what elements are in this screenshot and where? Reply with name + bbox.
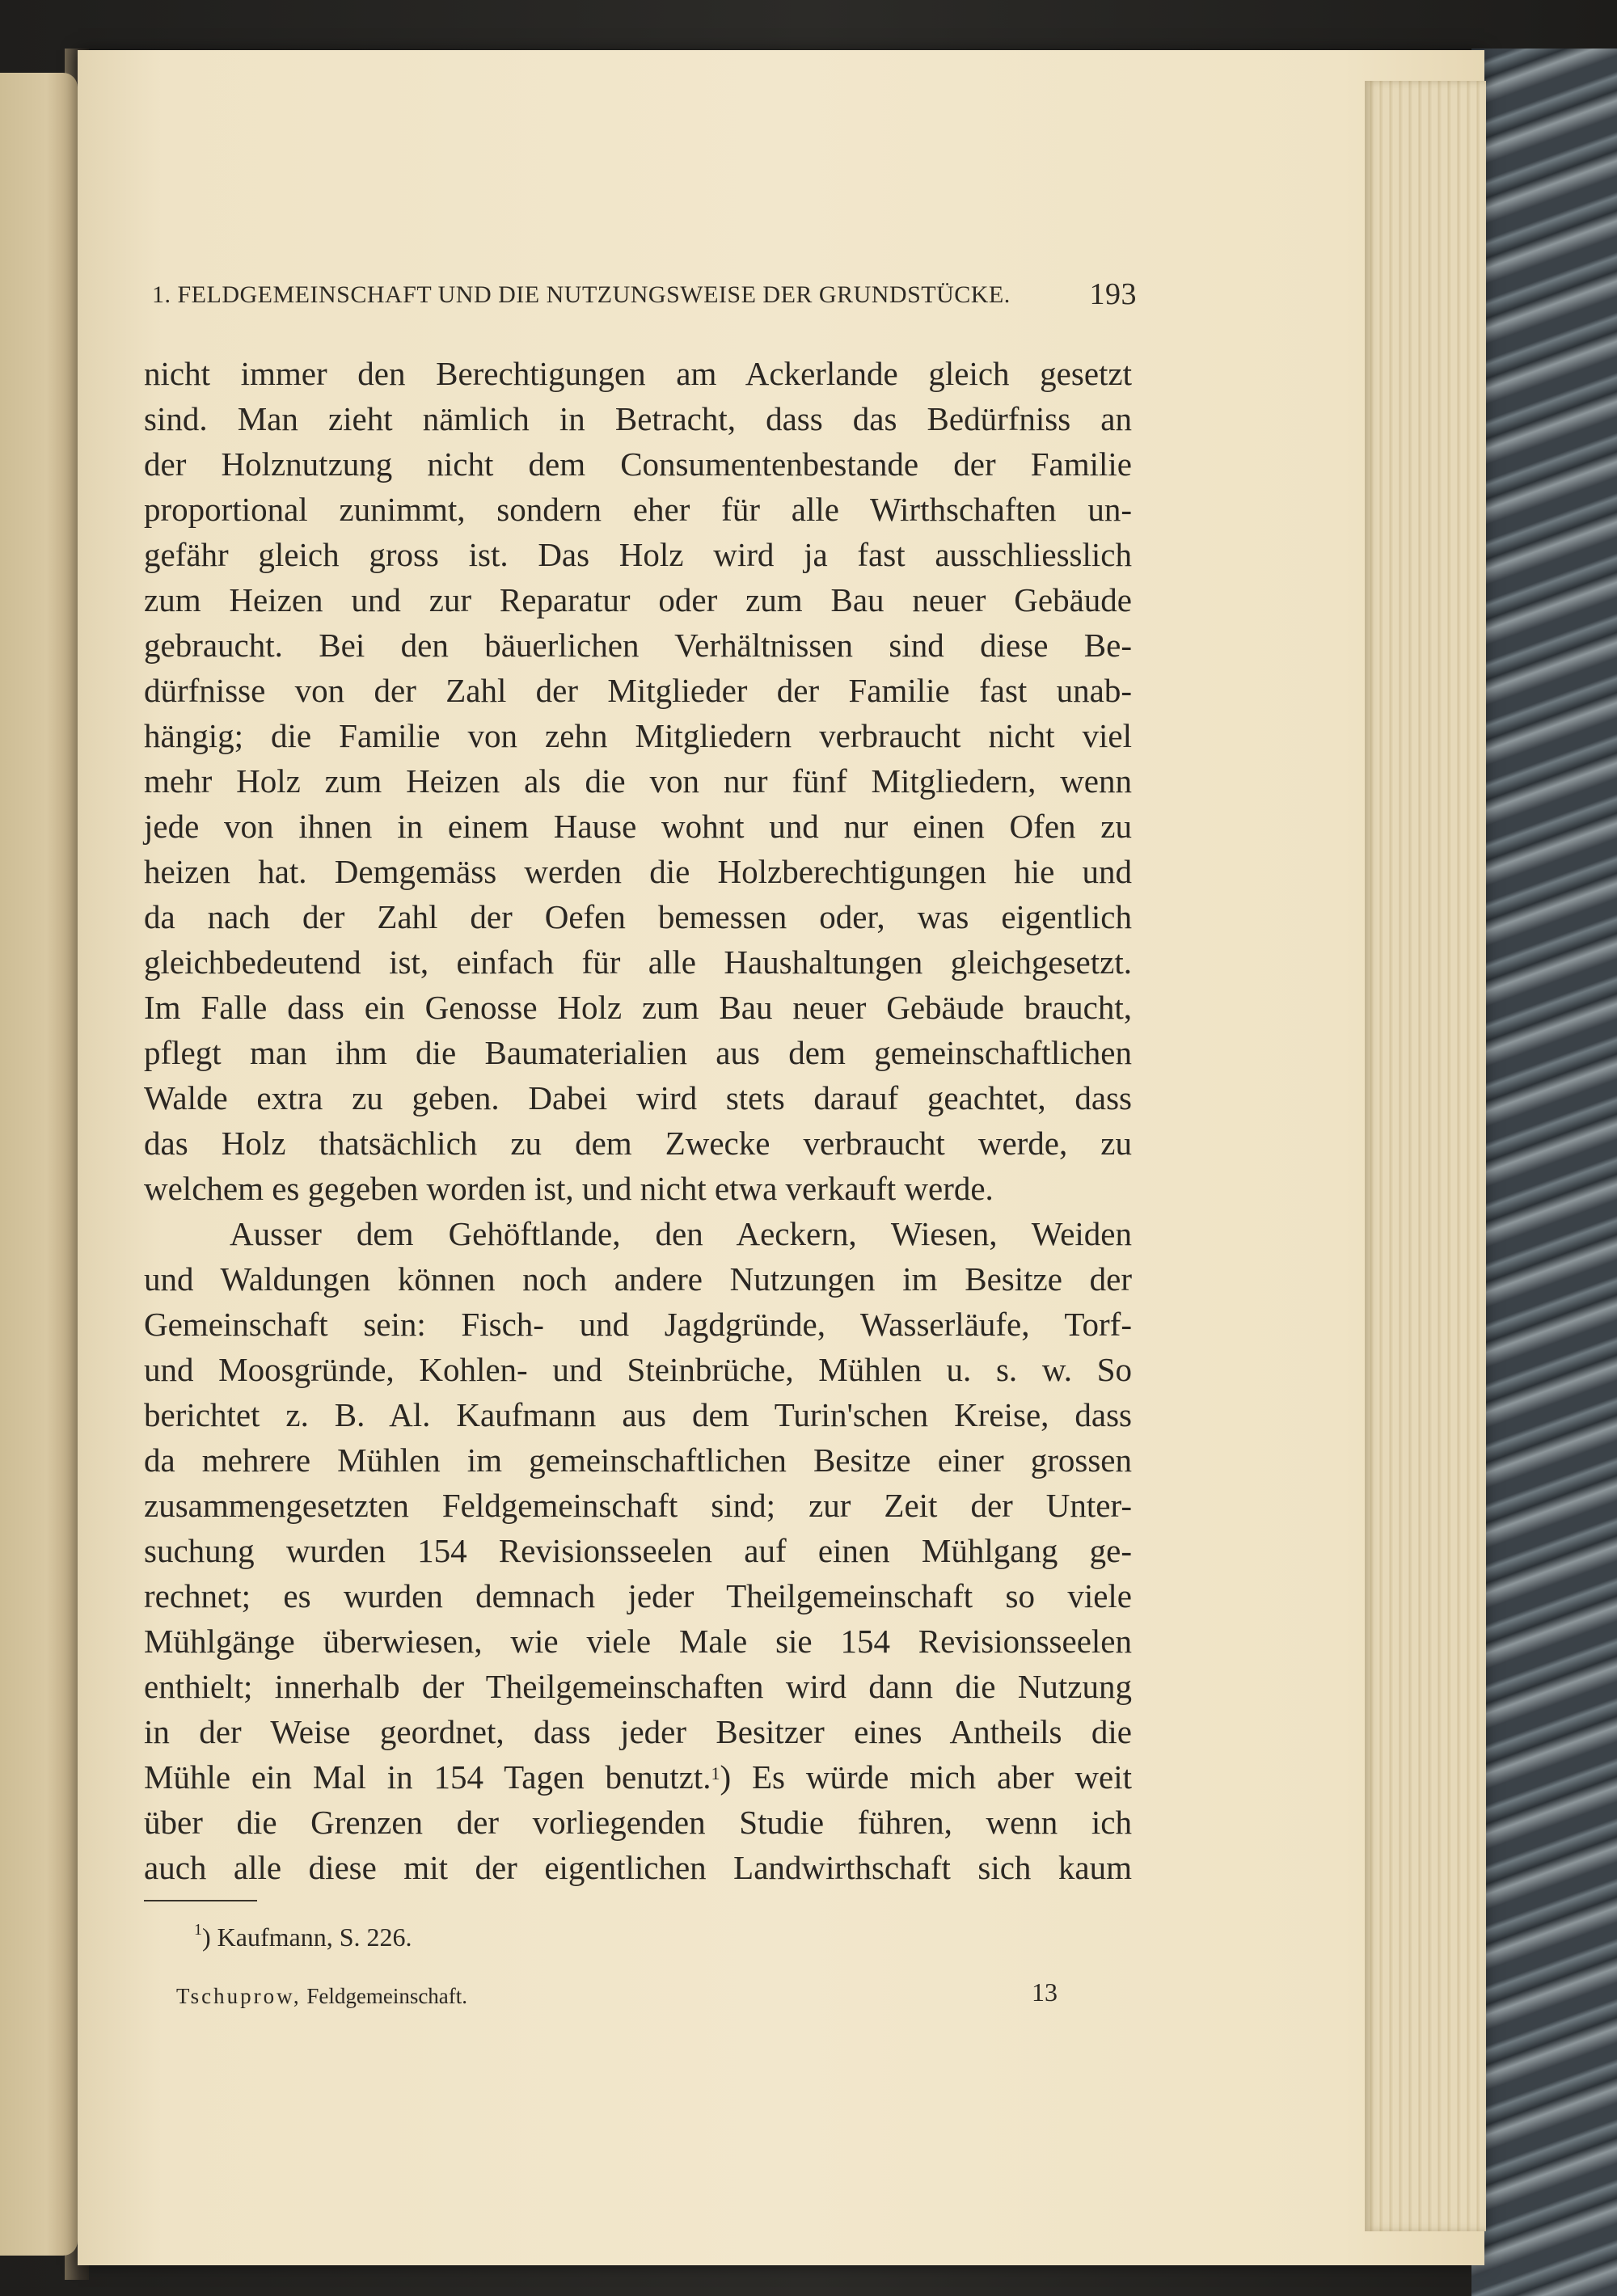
text-line: gleichbedeutend ist, einfach für alle Haushaltungen gleichgesetzt.: [144, 943, 1132, 981]
footnote-rule: [144, 1900, 257, 1901]
signature-title: Feldgemeinschaft.: [306, 1984, 468, 2008]
text-segment: ) Es würde mich aber weit: [720, 1758, 1132, 1796]
text-line: pflegt man ihm die Baumaterialien aus dem gemeinschaftlichen: [144, 1034, 1132, 1071]
text-line: hängig; die Familie von zehn Mitgliedern verbraucht nicht viel: [144, 717, 1132, 754]
text-line: in der Weise geordnet, dass jeder Besitzer eines Antheils die: [144, 1713, 1132, 1750]
text-line: gefähr gleich gross ist. Das Holz wird ja fast ausschliesslich: [144, 536, 1132, 573]
text-line: auch alle diese mit der eigentlichen Landwirthschaft sich kaum: [144, 1849, 1132, 1886]
signature-author: Tschuprow,: [176, 1984, 302, 2008]
page-edges: [1365, 81, 1486, 2231]
text-line: mehr Holz zum Heizen als die von nur fünf Mitgliedern, wenn: [144, 762, 1132, 800]
running-head: [152, 277, 1137, 314]
text-line: über die Grenzen der vorliegenden Studie führen, wenn ich: [144, 1804, 1132, 1841]
marbled-cover: [1471, 49, 1617, 2296]
text-line: Ausser dem Gehöftlande, den Aeckern, Wiesen, Weiden: [230, 1215, 1132, 1252]
text-line: da mehrere Mühlen im gemeinschaftlichen Besitze einer grossen: [144, 1441, 1132, 1479]
running-title: 1. FELDGEMEINSCHAFT UND DIE NUTZUNGSWEISE DER GRUNDSTÜCKE.: [152, 281, 1011, 308]
text-line: Gemeinschaft sein: Fisch- und Jagdgründe, Wasserläufe, Torf-: [144, 1306, 1132, 1343]
text-line: heizen hat. Demgemäss werden die Holzberechtigungen hie und: [144, 853, 1132, 890]
left-page-edge: [0, 73, 78, 2256]
text-line: suchung wurden 154 Revisionsseelen auf einen Mühlgang ge-: [144, 1532, 1132, 1569]
text-line: jede von ihnen in einem Hause wohnt und nur einen Ofen zu: [144, 808, 1132, 845]
page-number: 193: [1089, 277, 1137, 311]
text-line: und Moosgründe, Kohlen- und Steinbrüche, Mühlen u. s. w. So: [144, 1351, 1132, 1388]
text-line: berichtet z. B. Al. Kaufmann aus dem Turin'schen Kreise, dass: [144, 1396, 1132, 1433]
text-line: enthielt; innerhalb der Theilgemeinschaften wird dann die Nutzung: [144, 1668, 1132, 1705]
footnote-text: ) Kaufmann, S. 226.: [202, 1922, 412, 1952]
footnote: [194, 1922, 412, 1952]
text-line: zum Heizen und zur Reparatur oder zum Bau neuer Gebäude: [144, 581, 1132, 618]
printer-signature: [176, 1984, 467, 2009]
footnote-ref: 1: [711, 1763, 720, 1783]
text-line: sind. Man zieht nämlich in Betracht, dass das Bedürfniss an: [144, 400, 1132, 437]
text-line: das Holz thatsächlich zu dem Zwecke verbraucht werde, zu: [144, 1125, 1132, 1162]
text-line: und Waldungen können noch andere Nutzungen im Besitze der: [144, 1260, 1132, 1298]
text-segment: Mühle ein Mal in 154 Tagen benutzt.: [144, 1758, 711, 1796]
text-line: welchem es gegeben worden ist, und nicht etwa verkauft werde.: [144, 1170, 994, 1207]
text-line: Walde extra zu geben. Dabei wird stets darauf geachtet, dass: [144, 1079, 1132, 1116]
text-line: Im Falle dass ein Genosse Holz zum Bau neuer Gebäude braucht,: [144, 989, 1132, 1026]
text-line-with-footnote: [144, 1754, 1132, 1800]
text-line: der Holznutzung nicht dem Consumentenbestande der Familie: [144, 445, 1132, 483]
text-line: Mühlgänge überwiesen, wie viele Male sie 154 Revisionsseelen: [144, 1623, 1132, 1660]
footnote-marker: 1: [194, 1921, 202, 1939]
text-line: nicht immer den Berechtigungen am Ackerlande gleich gesetzt: [144, 355, 1132, 392]
body-text: [144, 351, 1132, 1890]
text-line: dürfnisse von der Zahl der Mitglieder der Familie fast unab-: [144, 672, 1132, 709]
text-line: proportional zunimmt, sondern eher für alle Wirthschaften un-: [144, 491, 1132, 528]
text-line: rechnet; es wurden demnach jeder Theilgemeinschaft so viele: [144, 1577, 1132, 1614]
text-line: zusammengesetzten Feldgemeinschaft sind; zur Zeit der Unter-: [144, 1487, 1132, 1524]
text-line: gebraucht. Bei den bäuerlichen Verhältnissen sind diese Be-: [144, 627, 1132, 664]
sheet-number: 13: [1032, 1977, 1058, 2007]
text-line: da nach der Zahl der Oefen bemessen oder, was eigentlich: [144, 898, 1132, 935]
